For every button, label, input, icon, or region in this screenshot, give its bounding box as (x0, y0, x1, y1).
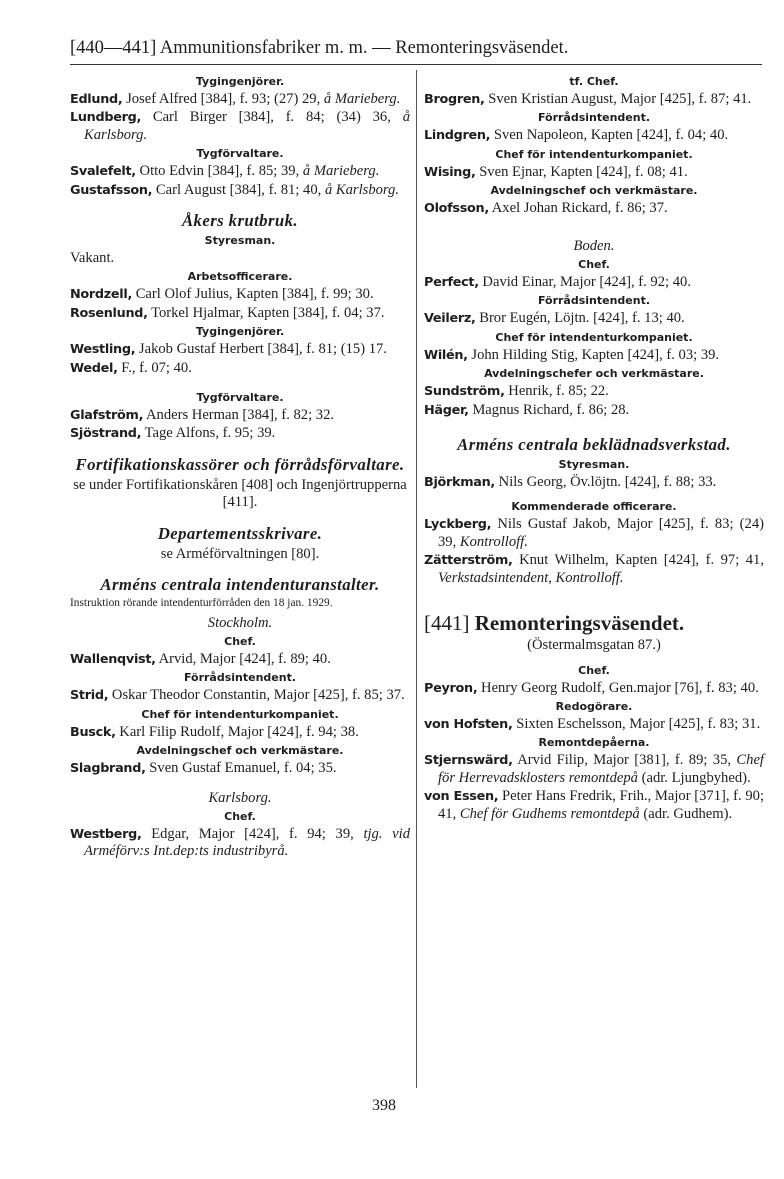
running-header: [440—441] Ammunitionsfabriker m. m. — Remonteringsväsendet. (70, 38, 569, 58)
section-heading: Förrådsintendent. (537, 111, 651, 125)
section-heading: Tygingenjörer. (195, 325, 285, 339)
entry: Olofsson, Axel Johan Rickard, f. 86; 37. (424, 200, 668, 217)
section-heading: Chef. (578, 663, 610, 677)
section-heading: Styresman. (558, 458, 630, 472)
location-heading: Stockholm. (207, 614, 273, 631)
section-heading: Tygförvaltare. (196, 147, 284, 161)
section-heading: Arbetsofficerare. (187, 270, 293, 284)
section-heading: Chef för intendenturkompaniet. (141, 707, 339, 721)
entry: Wallenqvist, Arvid, Major [424], f. 89; 40. (70, 651, 331, 667)
entry: Lyckberg, Nils Gustaf Jakob, Major [425], f. 83; (24) 39, Kontrolloff. (424, 516, 764, 550)
entry: Rosenlund, Torkel Hjalmar, Kapten [384], f. 04; 37. (70, 304, 385, 321)
entry: Svalefelt, Otto Edvin [384], f. 85; 39, å Marieberg. (70, 163, 380, 180)
section-heading: Chef. (224, 810, 256, 824)
address: (Östermalmsgatan 87.) (527, 637, 661, 654)
entry: Westling, Jakob Gustaf Herbert [384], f. 81; (15) 17. (70, 341, 387, 358)
entry: Brogren, Sven Kristian August, Major [425], f. 87; 41. (424, 91, 752, 107)
section-heading: Avdelningschef och verkmästare. (136, 744, 344, 758)
header-rule (70, 64, 762, 65)
section-heading: tf. Chef. (569, 75, 619, 88)
cross-reference: se Arméförvaltningen [80]. (160, 545, 320, 562)
vacant-note: Vakant. (70, 250, 115, 267)
entry: Sjöstrand, Tage Alfons, f. 95; 39. (70, 425, 276, 442)
instruction-note: Instruktion rörande intendenturförråden den 18 jan. 1929. (70, 597, 333, 610)
entry: Lundberg, Carl Birger [384], f. 84; (34) 36, å Karlsborg. (70, 109, 410, 143)
section-heading: Remontdepåerna. (538, 736, 650, 750)
section-title: Åkers krutbruk. (181, 211, 299, 231)
entry: Wising, Sven Ejnar, Kapten [424], f. 08; 41. (424, 163, 688, 180)
section-heading: Förrådsintendent. (183, 671, 297, 685)
entry: Nordzell, Carl Olof Julius, Kapten [384], f. 99; 30. (70, 286, 374, 303)
section-title: Arméns centrala beklädnadsverkstad. (457, 435, 731, 455)
entry: Zätterström, Knut Wilhelm, Kapten [424], f. 97; 41, Verkstadsintendent, Kontrolloff. (424, 552, 764, 586)
page-number: 398 (372, 1097, 396, 1114)
entry: Perfect, David Einar, Major [424], f. 92; 40. (424, 274, 691, 291)
section-heading: Styresman. (204, 234, 276, 248)
entry: Peyron, Henry Georg Rudolf, Gen.major [76], f. 83; 40. (424, 679, 759, 696)
entry: Strid, Oskar Theodor Constantin, Major [425], f. 85; 37. (70, 687, 405, 704)
cross-reference: se under Fortifikationskåren [408] och Ingenjörtrupperna [411]. (73, 476, 407, 511)
entry: von Hofsten, Sixten Eschelsson, Major [425], f. 83; 31. (424, 715, 761, 732)
section-heading: Chef för intendenturkompaniet. (495, 147, 693, 161)
entry: Wilén, John Hilding Stig, Kapten [424], f. 03; 39. (424, 346, 720, 363)
section-heading: Chef. (224, 635, 256, 648)
left-column (70, 72, 410, 862)
section-title: Departementsskrivare. (157, 523, 323, 543)
section-title: Fortifikationskassörer och förrådsförvaltare. (75, 454, 405, 474)
right-column (424, 72, 764, 824)
entry: Lindgren, Sven Napoleon, Kapten [424], f. 04; 40. (424, 127, 729, 144)
entry: von Essen, Peter Hans Fredrik, Frih., Major [371], f. 90; 41, Chef för Gudhems remontdepå (adr. Gudhem). (424, 788, 765, 822)
section-heading: Redogörare. (555, 699, 633, 713)
entry: Slagbrand, Sven Gustaf Emanuel, f. 04; 35. (70, 760, 337, 777)
section-title: Arméns centrala intendenturanstalter. (100, 575, 380, 595)
entry: Busck, Karl Filip Rudolf, Major [424], f. 94; 38. (70, 723, 359, 740)
section-heading: Avdelningschef och verkmästare. (490, 184, 698, 198)
section-heading: Chef för intendenturkompaniet. (495, 330, 693, 344)
chapter-title: Remonteringsväsendet. (474, 611, 685, 636)
entry: Häger, Magnus Richard, f. 86; 28. (424, 401, 630, 418)
section-heading: Chef. (578, 258, 610, 272)
entry: Westberg, Edgar, Major [424], f. 94; 39, tjg. vid Arméförv:s Int.dep:ts industribyrå. (70, 826, 410, 860)
entry: Stjernswärd, Arvid Filip, Major [381], f. 89; 35, Chef för Herrevadsklosters remontdepå (adr. Ljungbyhed). (424, 752, 764, 786)
section-heading: Tygförvaltare. (196, 391, 284, 405)
location-heading: Boden. (573, 237, 615, 254)
chapter-number: [441] (424, 611, 470, 636)
location-heading: Karlsborg. (208, 789, 272, 806)
column-divider (416, 70, 417, 1088)
entry: Sundström, Henrik, f. 85; 22. (424, 383, 609, 400)
section-heading: Tygingenjörer. (195, 75, 285, 88)
entry: Glafström, Anders Herman [384], f. 82; 32. (70, 407, 335, 424)
entry: Veilerz, Bror Eugén, Löjtn. [424], f. 13; 40. (424, 310, 685, 327)
chapter-heading (424, 611, 764, 635)
entry: Gustafsson, Carl August [384], f. 81; 40, å Karlsborg. (70, 181, 400, 198)
section-heading: Kommenderade officerare. (511, 500, 677, 514)
entry: Wedel, F., f. 07; 40. (70, 359, 192, 376)
section-heading: Förrådsintendent. (537, 294, 651, 308)
section-heading: Avdelningschefer och verkmästare. (484, 367, 704, 381)
entry: Björkman, Nils Georg, Öv.löjtn. [424], f. 88; 33. (424, 474, 717, 491)
entry: Edlund, Josef Alfred [384], f. 93; (27) 29, å Marieberg. (70, 91, 401, 107)
